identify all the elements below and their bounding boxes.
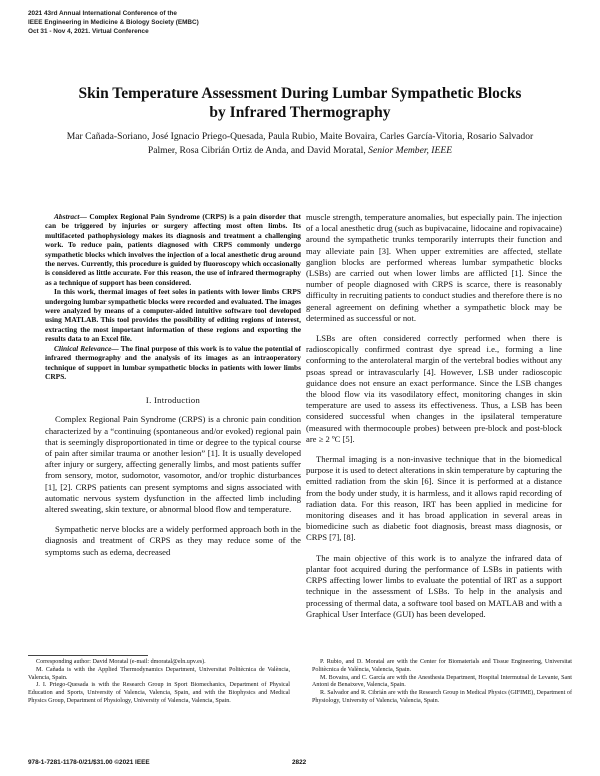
intro-paragraph-6: The main objective of this work is to analyze the infrared data of plantar foot acquired during the performance of LSBs in patients with CRPS affecting lower limbs to evaluate the potential of IRT as a support technique in the assessment of LSBs. To help in the analysis and processing of thermal data, a software tool based on MATLAB and with a Graphical User Interface (GUI) has been developed.: [306, 552, 562, 619]
footnote-affiliation: M. Cañada is with the Applied Thermodynamics Department, Universitat Politècnica de València, Valencia, Spain.: [28, 666, 290, 681]
paper-title: [40, 84, 560, 122]
abstract-paragraph-2: In this work, thermal images of feet soles in patients with lower limbs CRPS undergoing lumbar sympathetic blocks were recorded and evaluated. The images were analyzed by means of a computer-aided intuitive software tool developed using MATLAB. This tool provides the possibility of editing regions of interest, extracting the most important information of these regions and exporting the results data to an Excel file.: [45, 287, 301, 344]
left-column: [45, 212, 301, 558]
clinical-relevance-label: Clinical Relevance—: [54, 343, 119, 353]
footnotes-right: [312, 659, 572, 706]
conference-line-3: Oct 31 - Nov 4, 2021. Virtual Conference: [28, 28, 149, 35]
page-number: 2822: [292, 759, 307, 766]
conference-line-2: IEEE Engineering in Medicine & Biology Society (EMBC): [28, 19, 199, 26]
intro-paragraph-3: muscle strength, temperature anomalies, but especially pain. The injection of a local anesthetic drug (such as bupivacaine, lidocaine and ropivacaine) around the sympathetic trunks temporarily interrupts their function and may alleviate pain [3]. When upper extremities are affected, stellate ganglion blocks are performed whereas lumbar sympathetic blocks (LSBs) are carried out when lower limbs are afflicted [1]. Since the number of people diagnosed with CRPS is scarce, there is reasonably difficulty in recruiting patients to conduct studies and therefore there is no general agreement on defining whether a sympathetic block may be determined as successful or not.: [306, 212, 562, 323]
title-line-2: by Infrared Thermography: [209, 104, 391, 121]
intro-paragraph-1: Complex Regional Pain Syndrome (CRPS) is a chronic pain condition characterized by a “continuing (spontaneous and/or evoked) regional pain that is seemingly disproportionated in time or degree to the typical course of pain after similar trauma or another lesion” [1]. It is usually developed after injury or surgery, affecting generally limbs, and most patients suffer from sensory, motor, sudomotor, vasomotor, and/or trophic disturbances [1], [2]. CRPS patients can present symptoms and signs associated with automatic nervous system dysfunction in the affected limb including altered sweating, skin texture, or abnormal blood flow and temperature.: [45, 414, 301, 514]
footnote-affiliation: M. Bovaira, and C. García are with the Anesthesia Department, Hospital Intermutual de Levante, Sant Antoni de Benaixeve, Valencia, Spain.: [312, 674, 572, 689]
conference-header: [28, 9, 328, 36]
conference-line-1: 2021 43rd Annual International Conference of the: [28, 10, 177, 17]
abstract-label: Abstract—: [54, 212, 87, 221]
clinical-relevance-text: The final purpose of this work is to value the potential of infrared thermography and the analysis of its images as an intraoperatory technique of support in lumbar sympathetic blocks in patients with lower limbs CRPS.: [45, 343, 301, 381]
intro-paragraph-2: Sympathetic nerve blocks are a widely performed approach both in the diagnosis and treatment of CRPS as they may reduce some of the symptoms such as edema, decreased: [45, 524, 301, 557]
title-line-1: Skin Temperature Assessment During Lumbar Sympathetic Blocks: [78, 85, 522, 102]
section-heading-introduction: I. Introduction: [145, 395, 201, 406]
footer-isbn: 978-1-7281-1178-0/21/$31.00 ©2021 IEEE: [28, 759, 150, 766]
clinical-relevance: [45, 344, 301, 382]
abstract-text-1: Complex Regional Pain Syndrome (CRPS) is a pain disorder that can be triggered by injuries or surgery affecting most often limbs. Its multifaceted pathophysiology makes its diagnosis and treatment a challenging work. To reduce pain, patients diagnosed with CRPS commonly undergo sympathetic blocks which involves the injection of a local anesthetic drug around the nerves. Currently, this procedure is guided by fluoroscopy which occasionally is considered as little accurate. For this reason, the use of infrared thermography as a technique of support has been considered.: [45, 212, 301, 287]
footnote-affiliation: R. Salvador and R. Cibrián are with the Research Group in Medical Physics (GIFIME), Department of Physiology, University of Valencia, Valencia, Spain.: [312, 690, 572, 704]
footnote-corresponding-author: Corresponding author: David Moratal (e-mail: dmoratal@eln.upv.es).: [36, 659, 206, 665]
author-membership: Senior Member, IEEE: [368, 145, 453, 156]
intro-paragraph-4: LSBs are often considered correctly performed when there is radioscopically confirmed contrast dye spread i.e., forming a line conforming to the anterolateral margin of the vertebral bodies without any psoas spread or intravascularly [4]. However, LSB under radioscopic guidance does not ensure an exact performance. Since the LSB changes the blood flow via its vasodilatory effect, monitoring changes in skin temperature are used to assess its effectiveness. Thus, a LSB has been considered successful when changes in the ipsilateral temperature (measured with thermocouple probes) between pre-block and post-block are ≥ 2 ºC [5].: [306, 333, 562, 444]
right-column: [306, 212, 562, 620]
author-list: [60, 130, 540, 158]
abstract-paragraph-1: [45, 212, 301, 287]
footnote-divider: [28, 655, 148, 656]
page-footer: [28, 759, 572, 769]
intro-paragraph-5: Thermal imaging is a non-invasive technique that in the biomedical purpose it is used to detect alterations in skin temperature by capturing the emitted radiation from the skin [6]. Since it is performed at a distance from the body under study, it is harmless, and it allows rapid recording of radiation data. For this reason, IRT has been applied in medicine for monitoring diseases and it has broad application in several areas in biomedicine such as diabetic foot diagnosis, breast mass diagnosis, or CRPS [7], [8].: [306, 454, 562, 543]
footnotes-left: [28, 659, 290, 706]
footnote-affiliation: P. Rubio, and D. Moratal are with the Center for Biomaterials and Tissue Engineering, Universitat Politècnica de València, Valencia, Spain.: [312, 659, 572, 673]
footnote-affiliation: J. I. Priego-Quesada is with the Research Group in Sport Biomechanics, Department of Physical Education and Sports, University of Valencia, Valencia, Spain, and with the Biophysics and Medical Physics Group, Department of Physiology, University of Valencia, Valencia, Spain.: [28, 682, 290, 704]
author-names: Mar Cañada-Soriano, José Ignacio Priego-Quesada, Paula Rubio, Maite Bovaira, Carles García-Vitoria, Rosario Salvador Palmer, Rosa Cibrián Ortiz de Anda, and David Moratal,: [66, 131, 534, 156]
